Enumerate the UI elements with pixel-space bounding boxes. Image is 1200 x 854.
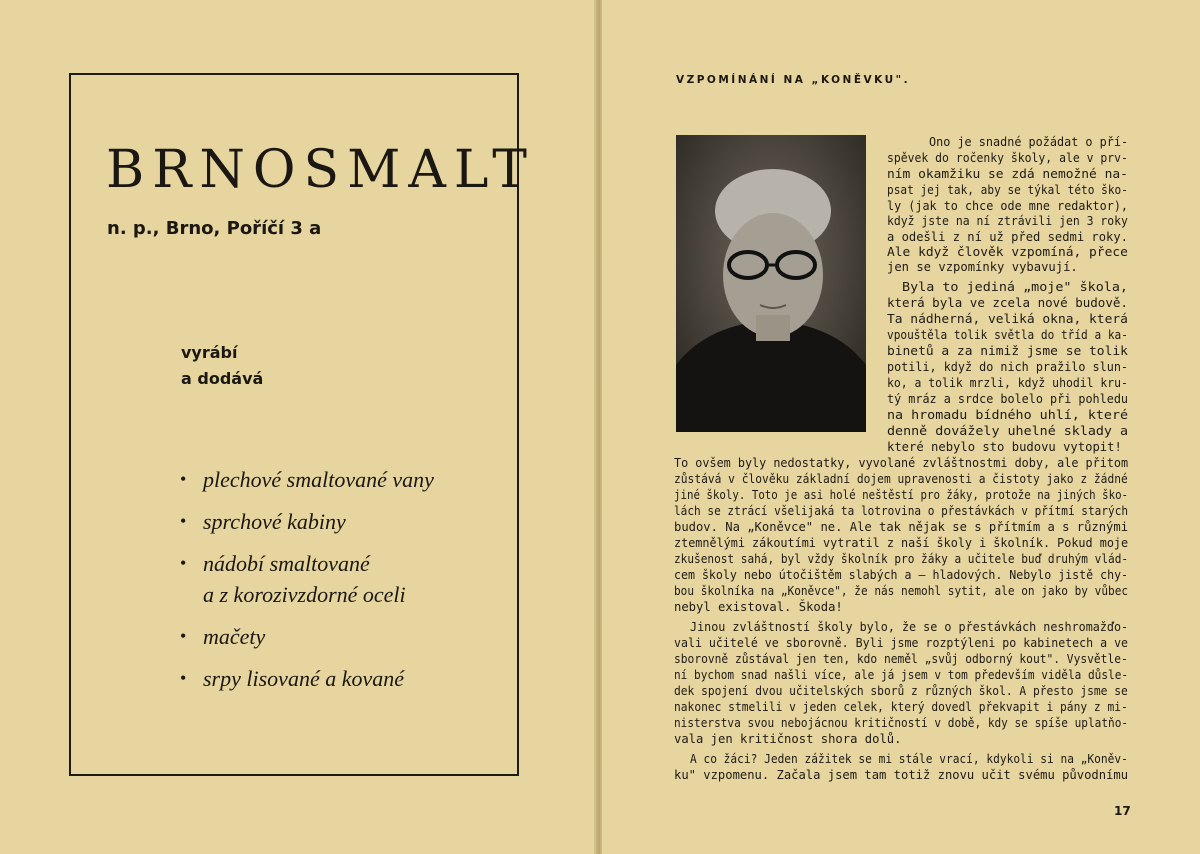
text-line: zkušenost sahá, byl vždy školník pro žáky a učitele buď druhým vlád- bbox=[674, 552, 1129, 566]
text-line: ku" vzpomenu. Začala jsem tam totiž znovu učit svému původnímu bbox=[674, 768, 1129, 782]
product-item: • srpy lisované a kované bbox=[180, 663, 434, 694]
intro-line: vyrábí bbox=[181, 343, 238, 362]
text-line: To ovšem byly nedostatky, vyvolané zvláštnostmi doby, ale přitom bbox=[674, 456, 1129, 470]
text-line: a odešli z ní už před sedmi roky. bbox=[887, 230, 1128, 244]
intro-line: a dodává bbox=[181, 369, 264, 388]
text-line: ko, a tolik mrzli, když uhodil kru- bbox=[887, 376, 1128, 390]
company-address: n. p., Brno, Poříčí 3 a bbox=[107, 218, 322, 239]
page-number: 17 bbox=[1114, 804, 1131, 818]
text-line: sborovně zůstával jen ten, kdo neměl „svůj odborný kout". Vysvětle- bbox=[674, 652, 1128, 666]
product-list bbox=[180, 464, 434, 705]
text-line: denně dovážely uhelné sklady a bbox=[887, 424, 1129, 438]
text-line: lách se ztrácí všelijaká ta lotrovina o přestávkách v přítmí starých bbox=[674, 504, 1129, 518]
left-page bbox=[0, 0, 598, 854]
product-item bbox=[180, 548, 434, 610]
text-line: Ta nádherná, veliká okna, která bbox=[887, 312, 1128, 326]
text-line: jiné školy. Toto je asi holé neštěstí pro žáky, protože na jiných ško- bbox=[674, 488, 1129, 502]
text-line: psat jej tak, aby se týkal této ško- bbox=[887, 183, 1128, 197]
article-heading: VZPOMÍNÁNÍ NA „KONĚVKU". bbox=[676, 74, 911, 86]
text-line: budov. Na „Koněvce" ne. Ale tak nějak se s přítmím a s různými bbox=[674, 520, 1129, 534]
text-line: zůstává v člověku základní dojem upravenosti a čistoty jako z žádné bbox=[674, 472, 1128, 486]
product-item: • sprchové kabiny bbox=[180, 506, 434, 537]
text-line: A co žáci? Jeden zážitek se mi stále vrací, kdykoli si na „Koněv- bbox=[690, 752, 1128, 766]
text-line: tý mráz a srdce bolelo při pohledu bbox=[887, 392, 1129, 406]
text-line: Ale když člověk vzpomíná, přece bbox=[887, 245, 1128, 259]
text-line: když jste na ní ztrávili jen 3 roky bbox=[887, 214, 1128, 228]
text-line: které nebylo sto budovu vytopit! bbox=[887, 440, 1122, 454]
text-line: vali učitelé ve sborovně. Byli jsme rozptýleni po kabinetech a ve bbox=[674, 636, 1129, 650]
product-text: nádobí smaltované bbox=[203, 551, 370, 576]
text-line: binetů a za nimiž jsme se tolik bbox=[887, 344, 1128, 358]
text-line: nebyl existoval. Škoda! bbox=[674, 600, 843, 614]
intro-text bbox=[181, 340, 263, 392]
text-line: vpouštěla tolik světla do tříd a ka- bbox=[887, 328, 1128, 342]
portrait-photo bbox=[676, 135, 866, 432]
text-line: ztemnělými zákoutími vytratil z naší školy i školník. Pokud moje bbox=[674, 536, 1129, 550]
text-line: Jinou zvláštností školy bylo, že se o přestávkách neshromažďo- bbox=[690, 620, 1129, 634]
text-line: ním okamžiku se zdá nemožné na- bbox=[887, 167, 1128, 181]
text-line: spěvek do ročenky školy, ale v prv- bbox=[887, 151, 1128, 165]
text-line: která byla ve zcela nové budově. bbox=[887, 296, 1128, 310]
text-line: jen se vzpomínky vybavují. bbox=[887, 260, 1078, 274]
text-line: ní bychom snad našli více, ale já jsem v tom především viděla důsle- bbox=[674, 668, 1129, 682]
portrait-image bbox=[676, 135, 866, 432]
text-line: nakonec stmelili v jeden celek, který dovedl překvapit i pány z mi- bbox=[674, 700, 1128, 714]
text-line: dek spojení dvou učitelských sborů z různých škol. A přesto jsme se bbox=[674, 684, 1128, 698]
company-name: BRNOSMALT bbox=[106, 140, 535, 200]
text-line: potili, když do nich pražilo slun- bbox=[887, 360, 1129, 374]
product-item: • mačety bbox=[180, 621, 434, 652]
text-line: na hromadu bídného uhlí, které bbox=[887, 408, 1129, 422]
text-line: Byla to jediná „moje" škola, bbox=[902, 280, 1128, 294]
text-line: bou školníka na „Koněvce", že nás nemohl sytit, ale on jako by vůbec bbox=[674, 584, 1129, 598]
product-text-continued: a z korozivzdorné oceli bbox=[203, 582, 406, 607]
text-line: cem školy nebo útočištěm slabých a — hladových. Nebylo jistě chy- bbox=[674, 568, 1129, 582]
text-line: ly (jak to chce ode mne redaktor), bbox=[887, 199, 1129, 213]
product-item: • plechové smaltované vany bbox=[180, 464, 434, 495]
text-line: nisterstva svou nebojácnou kritičností v době, kdy se spíše uplatňo- bbox=[674, 716, 1129, 730]
text-line: vala jen kritičnost shora dolů. bbox=[674, 732, 902, 746]
text-line: Ono je snadné požádat o pří- bbox=[929, 135, 1129, 149]
